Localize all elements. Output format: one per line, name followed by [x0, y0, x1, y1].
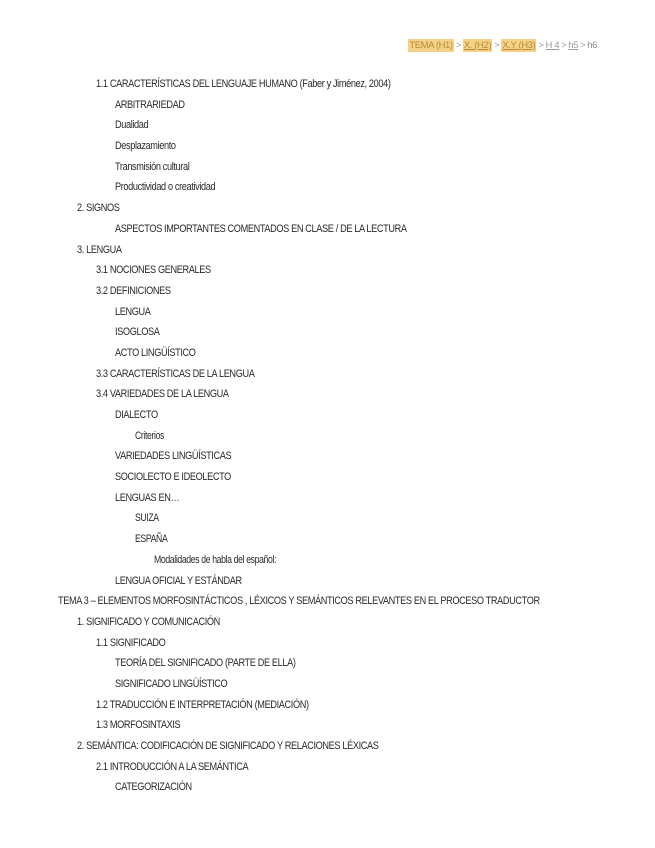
breadcrumb-separator: >: [455, 40, 461, 51]
outline-item-level-3[interactable]: VARIEDADES LINGÜÍSTICAS: [115, 450, 232, 463]
outline-item-level-3[interactable]: LENGUA: [115, 305, 151, 318]
outline-item-level-0[interactable]: TEMA 3 – ELEMENTOS MORFOSINTÁCTICOS , LÉXICOS Y SEMÁNTICOS RELEVANTES EN EL PROCESO TRADUCTOR: [58, 595, 540, 608]
outline-item-level-3[interactable]: Productividad o creatividad: [115, 181, 216, 194]
outline-item-level-4[interactable]: Criterios: [135, 429, 165, 442]
outline-item-level-1[interactable]: 2. SEMÁNTICA: CODIFICACIÓN DE SIGNIFICADO Y RELACIONES LÉXICAS: [77, 740, 379, 752]
outline-item-level-3[interactable]: SOCIOLECTO E IDEOLECTO: [115, 471, 231, 484]
breadcrumb-h3[interactable]: X.Y (H3): [502, 40, 536, 51]
outline-item-level-2[interactable]: 2.1 INTRODUCCIÓN A LA SEMÁNTICA: [96, 760, 249, 773]
outline-item-level-4[interactable]: SUIZA: [135, 512, 159, 525]
outline-item-level-2[interactable]: 1.1 SIGNIFICADO: [96, 636, 166, 649]
outline-item-level-2[interactable]: 1.1 CARACTERÍSTICAS DEL LENGUAJE HUMANO (Faber y Jiménez, 2004): [96, 78, 391, 90]
outline-item-level-4[interactable]: ESPAÑA: [135, 533, 168, 546]
outline-item-level-1[interactable]: 1. SIGNIFICADO Y COMUNICACIÓN: [77, 615, 220, 628]
outline-item-level-3[interactable]: LENGUA OFICIAL Y ESTÁNDAR: [115, 574, 242, 587]
heading-level-breadcrumb: [408, 40, 597, 51]
outline-item-level-2[interactable]: 1.2 TRADUCCIÓN E INTERPRETACIÓN (MEDIACIÓN): [96, 698, 309, 711]
outline-item-level-2[interactable]: 3.4 VARIEDADES DE LA LENGUA: [96, 388, 229, 401]
breadcrumb-h6: h6: [587, 40, 597, 51]
outline-item-level-2[interactable]: 3.3 CARACTERÍSTICAS DE LA LENGUA: [96, 367, 255, 380]
document-outline: [0, 74, 655, 798]
outline-item-level-1[interactable]: 3. LENGUA: [77, 243, 122, 256]
outline-item-level-3[interactable]: ARBITRARIEDAD: [115, 98, 185, 111]
outline-item-level-3[interactable]: Transmisión cultural: [115, 160, 190, 173]
outline-item-level-3[interactable]: Desplazamiento: [115, 140, 176, 153]
breadcrumb-h4[interactable]: H 4: [545, 40, 560, 51]
outline-item-level-3[interactable]: SIGNIFICADO LINGÜÍSTICO: [115, 677, 228, 690]
breadcrumb-h5[interactable]: h5: [568, 40, 579, 51]
outline-item-level-2[interactable]: 3.2 DEFINICIONES: [96, 284, 171, 297]
breadcrumb-separator: >: [580, 40, 586, 51]
outline-item-level-3[interactable]: ACTO LINGÜÍSTICO: [115, 346, 196, 359]
breadcrumb-h2[interactable]: X. (H2): [463, 40, 492, 51]
outline-item-level-2[interactable]: 1.3 MORFOSINTAXIS: [96, 719, 181, 732]
outline-item-level-2[interactable]: 3.1 NOCIONES GENERALES: [96, 264, 211, 277]
breadcrumb-separator: >: [561, 40, 567, 51]
breadcrumb-separator: >: [538, 40, 544, 51]
outline-item-level-3[interactable]: LENGUAS EN…: [115, 491, 180, 504]
outline-item-level-1[interactable]: 2. SIGNOS: [77, 202, 120, 215]
outline-item-level-3[interactable]: ISOGLOSA: [115, 326, 160, 339]
outline-item-level-3[interactable]: DIALECTO: [115, 409, 158, 421]
outline-item-level-3[interactable]: ASPECTOS IMPORTANTES COMENTADOS EN CLASE / DE LA LECTURA: [115, 222, 407, 235]
outline-item-level-3[interactable]: Dualidad: [115, 119, 149, 132]
outline-item-level-3[interactable]: TEORÍA DEL SIGNIFICADO (PARTE DE ELLA): [115, 657, 296, 670]
outline-item-level-5[interactable]: Modalidades de habla del español:: [154, 553, 277, 566]
breadcrumb-h1[interactable]: TEMA (H1): [409, 40, 453, 51]
outline-item-level-3[interactable]: CATEGORIZACIÓN: [115, 781, 192, 794]
breadcrumb-separator: >: [494, 40, 500, 51]
